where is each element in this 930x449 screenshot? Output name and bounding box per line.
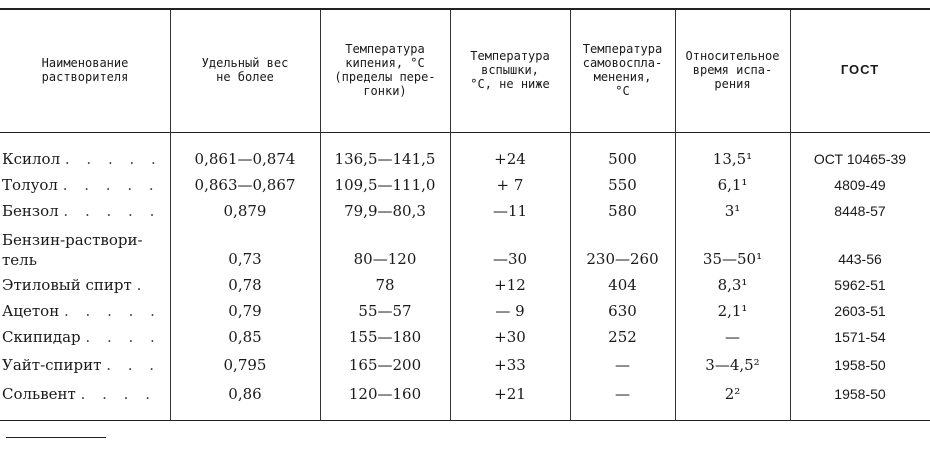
table-row	[0, 381, 930, 407]
header-flash	[450, 20, 570, 120]
table-row	[0, 272, 930, 298]
cell-selfignite: 550	[608, 176, 637, 194]
cell-boiling: 55—57	[358, 302, 412, 320]
cell-boiling: 78	[375, 276, 395, 294]
leader-dots: . . . . .	[63, 202, 161, 220]
cell-boiling: 155—180	[348, 328, 422, 346]
leader-dots: . . . . .	[64, 150, 162, 168]
cell-flash: +12	[494, 276, 526, 294]
header-boiling-text: Температура кипения, °С (пределы пере- гонки)	[334, 42, 436, 98]
row-name: Бензол	[2, 202, 59, 220]
table-row	[0, 228, 930, 272]
cell-gost: 1958-50	[834, 386, 886, 402]
cell-flash: + 7	[496, 176, 524, 194]
leader-dots: . . . . .	[64, 302, 161, 320]
header-name	[0, 20, 170, 120]
header-boiling	[320, 20, 450, 120]
cell-evap: 13,5¹	[712, 150, 753, 168]
cell-evap: 3—4,5²	[705, 356, 760, 374]
cell-name	[2, 172, 172, 198]
table-row	[0, 146, 930, 172]
cell-gost: 5962-51	[834, 277, 886, 293]
cell-flash: — 9	[495, 302, 525, 320]
cell-boiling: 120—160	[348, 385, 422, 403]
cell-selfignite: 230—260	[586, 250, 659, 268]
header-selfignite-text: Температура самовоспла- менения, °С	[582, 42, 663, 98]
cell-evap: —	[725, 328, 740, 346]
header-weight-text: Удельный вес не более	[201, 56, 289, 84]
leader-dots: . . . .	[85, 328, 161, 346]
header-weight	[170, 20, 320, 120]
row-name: Уайт-спирит	[2, 356, 102, 374]
row-name: Сольвент	[2, 385, 76, 403]
cell-selfignite: 580	[608, 202, 637, 220]
cell-evap: 35—50¹	[702, 250, 763, 268]
table-bottom-rule	[0, 420, 930, 421]
cell-weight: 0,879	[223, 202, 267, 220]
cell-selfignite: 404	[608, 276, 637, 294]
cell-evap: 3¹	[724, 202, 741, 220]
cell-gost: 4809-49	[834, 177, 886, 193]
cell-selfignite: 500	[608, 150, 637, 168]
cell-weight: 0,861—0,874	[194, 150, 296, 168]
header-evap	[675, 20, 790, 120]
table-row	[0, 324, 930, 350]
cell-weight: 0,795	[223, 356, 267, 374]
cell-weight: 0,73	[228, 250, 262, 268]
row-name: Ацетон	[2, 302, 60, 320]
cell-name	[2, 324, 172, 350]
cell-name	[2, 146, 172, 172]
cell-gost: 2603-51	[834, 303, 886, 319]
row-name: Этиловый спирт	[2, 276, 132, 294]
cell-gost: 1958-50	[834, 357, 886, 373]
cell-weight: 0,78	[228, 276, 262, 294]
cell-flash: —30	[492, 250, 528, 268]
cell-boiling: 80—120	[353, 250, 417, 268]
cell-boiling: 136,5—141,5	[334, 150, 436, 168]
cell-evap: 6,1¹	[717, 176, 748, 194]
cell-weight: 0,85	[228, 328, 262, 346]
cell-flash: +24	[494, 150, 526, 168]
leader-dots: . . . .	[80, 385, 156, 403]
header-gost	[790, 20, 930, 120]
cell-boiling: 79,9—80,3	[344, 202, 426, 220]
header-gost-text: ГОСТ	[840, 62, 880, 77]
table-row	[0, 198, 930, 224]
header-name-text: Наименование растворителя	[41, 56, 129, 84]
cell-selfignite: —	[615, 385, 630, 403]
cell-boiling: 109,5—111,0	[334, 176, 436, 194]
cell-evap: 8,3¹	[717, 276, 748, 294]
row-name: Ксилол	[2, 150, 61, 168]
cell-name	[2, 198, 172, 224]
cell-name	[2, 272, 172, 298]
leader-dots: .	[136, 276, 148, 294]
cell-flash: +21	[494, 385, 526, 403]
cell-name: Бензин-раствори- тель	[2, 231, 143, 269]
cell-gost: 1571-54	[834, 329, 886, 345]
cell-name	[2, 352, 172, 378]
cell-gost: 443-56	[838, 251, 882, 267]
table-row	[0, 172, 930, 198]
header-selfignite	[570, 20, 675, 120]
cell-name	[2, 298, 172, 324]
cell-weight: 0,863—0,867	[194, 176, 296, 194]
cell-name	[2, 381, 172, 407]
cell-evap: 2,1¹	[717, 302, 748, 320]
footnote-rule	[6, 437, 106, 438]
cell-boiling: 165—200	[348, 356, 422, 374]
leader-dots: . . . . .	[62, 176, 160, 194]
cell-evap: 2²	[724, 385, 741, 403]
header-evap-text: Относительное время испа- рения	[685, 49, 780, 91]
cell-selfignite: —	[615, 356, 630, 374]
cell-gost: 8448-57	[834, 203, 886, 219]
leader-dots: . . .	[106, 356, 161, 374]
cell-flash: —11	[492, 202, 528, 220]
cell-selfignite: 630	[608, 302, 637, 320]
cell-selfignite: 252	[608, 328, 637, 346]
table-row	[0, 298, 930, 324]
cell-flash: +33	[494, 356, 526, 374]
cell-flash: +30	[494, 328, 526, 346]
cell-gost: ОСТ 10465-39	[813, 151, 907, 167]
cell-weight: 0,86	[228, 385, 262, 403]
table-row	[0, 352, 930, 378]
cell-weight: 0,79	[228, 302, 262, 320]
row-name: Скипидар	[2, 328, 81, 346]
header-flash-text: Температура вспышки, °С, не ниже	[470, 49, 550, 91]
row-name: Толуол	[2, 176, 58, 194]
